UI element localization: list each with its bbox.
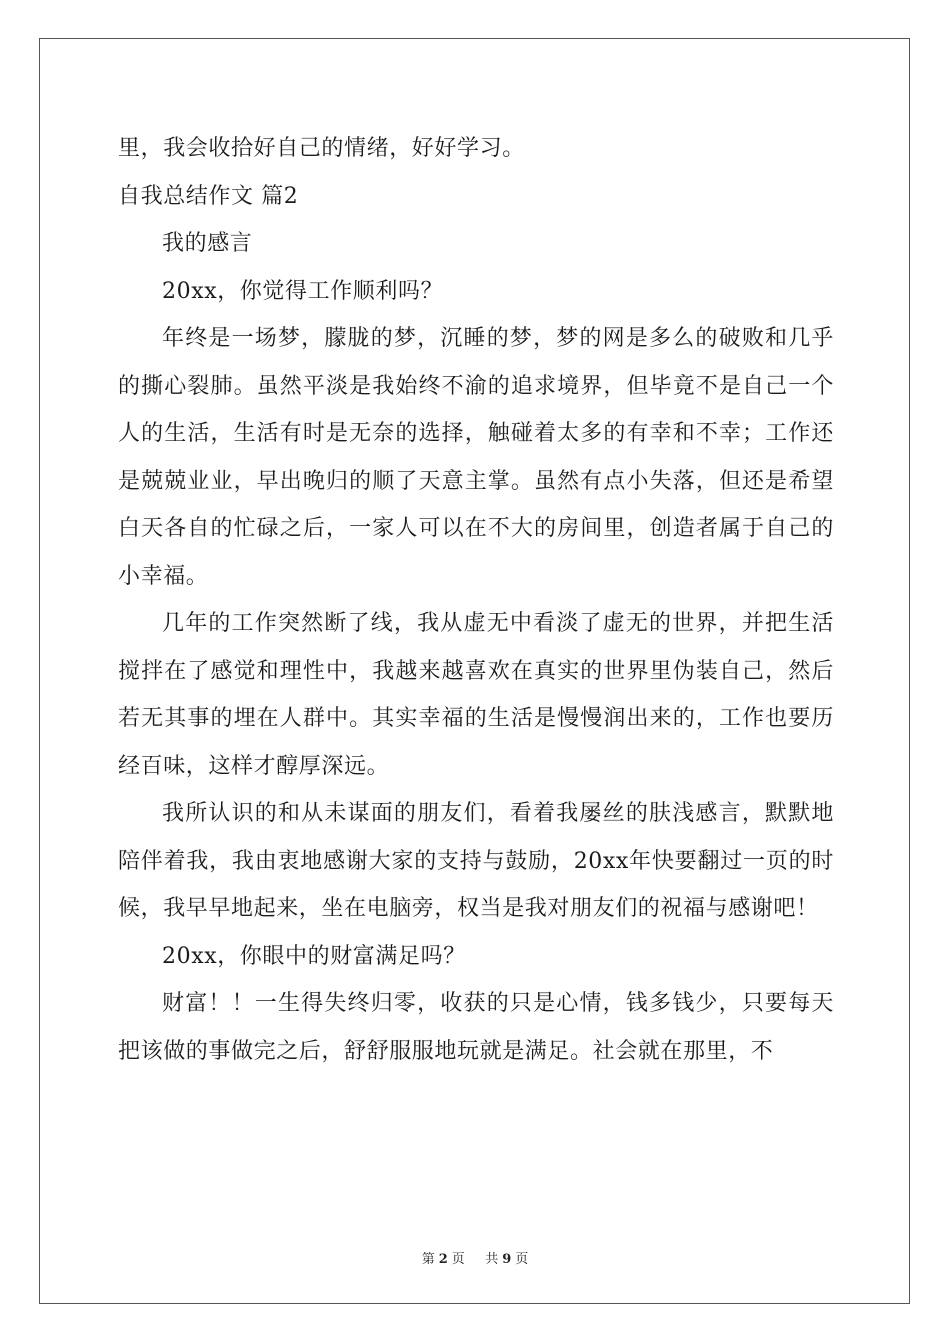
page-number: 2	[438, 1252, 448, 1267]
page-footer	[0, 1248, 950, 1267]
page-prefix: 第	[421, 1252, 435, 1267]
paragraph-year-end: 年终是一场梦，朦胧的梦，沉睡的梦，梦的网是多么的破败和几乎的撕心裂肺。虽然平淡是我始终不渝的追求境界，但毕竟不是自己一个人的生活，生活有时是无奈的选择，触碰着太多的有幸和不幸；工作还是兢兢业业，早出晚归的顺了天意主掌。虽然有点小失落，但还是希望白天各自的忙碌之后，一家人可以在不大的房间里，创造者属于自己的小幸福。	[118, 326, 834, 589]
paragraph-work-life: 几年的工作突然断了线，我从虚无中看淡了虚无的世界，并把生活搅拌在了感觉和理性中，我越来越喜欢在真实的世界里伪装自己，然后若无其事的埋在人群中。其实幸福的生活是慢慢润出来的，工作也要历经百味，这样才醇厚深远。	[118, 611, 834, 779]
question-wealth: 20xx，你眼中的财富满足吗？	[162, 943, 466, 969]
page-indicator	[420, 1252, 467, 1267]
subtitle: 我的感言	[162, 231, 253, 256]
total-prefix: 共	[485, 1252, 499, 1267]
total-suffix: 页	[515, 1252, 529, 1267]
total-number: 9	[502, 1252, 512, 1267]
document-body	[118, 125, 834, 1123]
total-indicator	[483, 1252, 530, 1267]
question-work: 20xx，你觉得工作顺利吗？	[162, 278, 444, 304]
section-title: 自我总结作文 篇2	[118, 183, 299, 209]
paragraph-friends: 我所认识的和从未谋面的朋友们，看着我屡丝的肤浅感言，默默地陪伴着我，我由衷地感谢大家的支持与鼓励，20xx年快要翻过一页的时候，我早早地起来，坐在电脑旁，权当是我对朋友们的祝福与感谢吧！	[118, 801, 834, 921]
paragraph-wealth: 财富！！一生得失终归零，收获的只是心情，钱多钱少，只要每天把该做的事做完之后，舒舒服服地玩就是满足。社会就在那里，不	[118, 991, 834, 1064]
intro-tail-line: 里，我会收拾好自己的情绪，好好学习。	[118, 136, 525, 161]
page-suffix: 页	[451, 1252, 465, 1267]
